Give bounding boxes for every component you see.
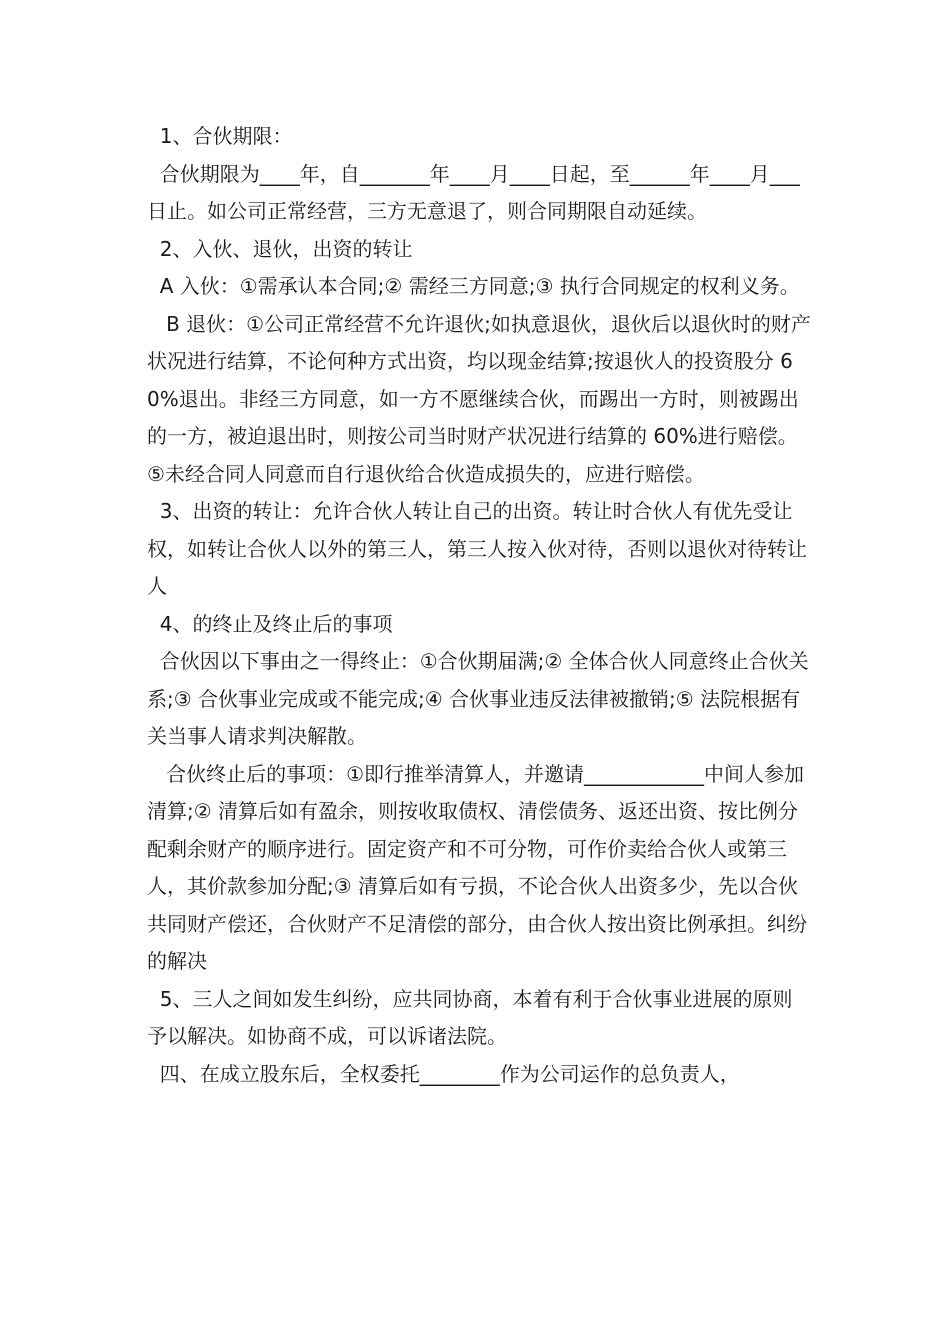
admission-paragraph: A 入伙：①需承认本合同;② 需经三方同意;③ 执行合同规定的权利义务。: [147, 274, 800, 298]
clause-1-heading: 1、合伙期限：: [147, 124, 293, 148]
clause-3-transfer-paragraph: 3、出资的转让：允许合伙人转让自己的出资。转让时合伙人有优先受让权，如转让合伙人以外的第三人，第三人按入伙对待，否则以退伙对待转让人: [147, 499, 807, 598]
termination-reasons-paragraph: 合伙因以下事由之一得终止：①合伙期届满;② 全体合伙人同意终止合伙关系;③ 合伙事业完成或不能完成;④ 合伙事业违反法律被撤销;⑤ 法院根据有关当事人请求判决解散。: [147, 649, 809, 748]
clause-5-dispute-paragraph: 5、三人之间如发生纠纷，应共同协商，本着有利于合伙事业进展的原则予以解决。如协商不成，可以诉诸法院。: [147, 986, 793, 1048]
clause-4-heading: 4、的终止及终止后的事项: [147, 611, 393, 636]
section-4-paragraph: 四、在成立股东后，全权委托________作为公司运作的总负责人，: [147, 1061, 740, 1086]
withdrawal-paragraph: B 退伙：①公司正常经营不允许退伙;如执意退伙，退伙后以退伙时的财产状况进行结算，不论何种方式出资，均以现金结算;按退伙人的投资股分 60%退出。非经三方同意，如一方不愿继续合伙，而踢出一方时，则被踢出的一方，被迫退出时，则按公司当时财产状况进行结算的 60%进行赔偿。⑤未经合同人同意而自行退伙给合伙造成损失的，应进行赔偿。: [147, 311, 811, 486]
clause-2-heading: 2、入伙、退伙，出资的转让: [147, 236, 413, 261]
document-body: [147, 118, 812, 1093]
partnership-term-paragraph: 合伙期限为____年，自_______年____月____日起，至______年____月___日止。如公司正常经营，三方无意退了，则合同期限自动延续。: [147, 161, 800, 223]
post-termination-paragraph: 合伙终止后的事项：①即行推举清算人，并邀请____________中间人参加清算;② 清算后如有盈余，则按收取债权、清偿债务、返还出资、按比例分配剩余财产的顺序进行。固定资产和不可分物，可作价卖给合伙人或第三人，其价款参加分配;③ 清算后如有亏损，不论合伙人出资多少，先以合伙共同财产偿还，合伙财产不足清偿的部分，由合伙人按出资比例承担。纠纷的解决: [147, 761, 807, 973]
